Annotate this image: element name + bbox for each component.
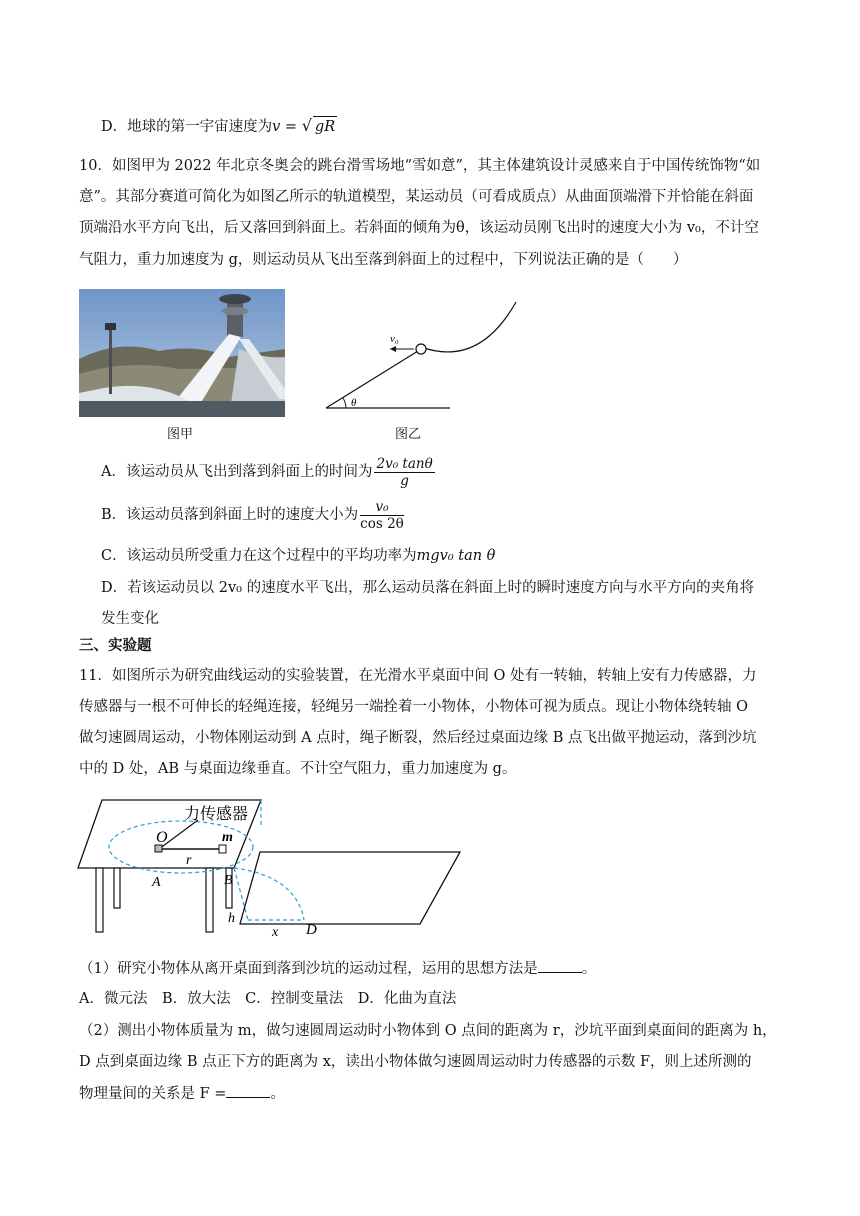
circular-path (109, 821, 253, 873)
athlete-point (416, 344, 426, 354)
option-a-fraction (374, 456, 434, 489)
q10-line4: 气阻力，重力加速度为 g，则运动员从飞出至落到斜面上的过程中，下列说法正确的是（ ） (79, 252, 688, 268)
label-x: x (272, 925, 279, 940)
figure-b-caption: 图乙 (395, 427, 422, 442)
angle-arc (343, 398, 346, 408)
answer-blank[interactable] (538, 958, 582, 973)
q11-line1: 11．如图所示为研究曲线运动的实验装置，在光滑水平桌面中间 O 处有一转轴，转轴上安有力传感器，力 (79, 668, 757, 684)
q10-option-c (101, 546, 495, 566)
answer-blank[interactable] (226, 1083, 270, 1098)
q9-option-d-text: D．地球的第一宇宙速度为 (101, 119, 273, 135)
label-sensor: 力传感器 (184, 804, 249, 823)
table-leg (114, 868, 120, 908)
curved-track (424, 302, 516, 352)
q11-part1 (79, 958, 596, 979)
q10-line2: 意”。其部分赛道可简化为如图乙所示的轨道模型，某运动员（可看成质点）从曲面顶端滑下并恰能在斜面 (79, 189, 754, 205)
q11-part2-line2: D 点到桌面边缘 B 点正下方的距离为 x，读出小物体做匀速圆周运动时力传感器的示数 F，则上述所测的 (79, 1054, 752, 1070)
q11-part1-end: 。 (581, 961, 597, 977)
option-a-text: A．该运动员从飞出到落到斜面上的时间为 (101, 464, 373, 480)
sensor-block (155, 845, 162, 852)
sand-pit-plane (240, 852, 460, 924)
q11-part2-end: 。 (270, 1086, 285, 1102)
ski-jump-photo-image (79, 289, 285, 417)
fraction-numerator: 2v₀ tanθ (376, 455, 433, 472)
label-h: h (228, 911, 235, 926)
label-A: A (152, 875, 161, 890)
q11-part2-line3 (79, 1083, 285, 1104)
q11-part2-line1: （2）测出小物体质量为 m，做匀速圆周运动时小物体到 O 点间的距离为 r，沙坑平面到桌面间的距离为 h， (79, 1023, 777, 1039)
label-B: B (224, 873, 233, 888)
q11-line3: 做匀速圆周运动，小物体刚运动到 A 点时，绳子断裂，然后经过桌面边缘 B 点飞出做平抛运动，落到沙坑 (79, 730, 757, 746)
q10-option-d-line1: D．若该运动员以 2v₀ 的速度水平飞出，那么运动员落在斜面上时的瞬时速度方向与水平方向的夹角将 (101, 580, 755, 596)
sqrt-icon: √ (301, 116, 312, 135)
formula-v: v (272, 119, 281, 135)
ski-track-diagram (320, 296, 530, 416)
fraction-denominator: cos 2θ (360, 515, 404, 532)
option-b-text: B．该运动员落到斜面上时的速度大小为 (101, 507, 359, 523)
label-m: m (222, 830, 233, 845)
fraction-denominator: g (400, 472, 409, 489)
option-b-fraction (360, 499, 404, 532)
section-heading: 三、实验题 (79, 637, 152, 654)
label-r: r (186, 853, 192, 868)
object-block (219, 845, 226, 853)
label-O: O (156, 829, 168, 846)
label-D: D (306, 922, 317, 938)
fraction-numerator: v₀ (360, 499, 404, 516)
q10-option-d-line2: 发生变化 (101, 611, 159, 627)
experiment-diagram (76, 796, 466, 940)
q11-part1-text: （1）研究小物体从离开桌面到落到沙坑的运动过程，运用的思想方法是 (79, 961, 538, 977)
q10-line3: 顶端沿水平方向飞出，后又落回到斜面上。若斜面的倾角为θ，该运动员刚飞出时的速度大小为 v₀，不计空 (79, 220, 759, 236)
vertical-drop-line (234, 868, 248, 920)
label-v0: v₀ (390, 333, 399, 345)
ski-jump-photo (79, 289, 285, 417)
q10-option-b (101, 495, 406, 535)
table-leg (96, 868, 103, 932)
table-leg (206, 868, 213, 932)
q10-line1: 10．如图甲为 2022 年北京冬奥会的跳台滑雪场地“雪如意”，其主体建筑设计灵感来自于中国传统饰物“如 (79, 158, 761, 174)
arrowhead-icon (390, 346, 396, 352)
q9-option-d (101, 116, 337, 137)
formula-radicand: gR (313, 116, 337, 137)
q11-part2-line3-text: 物理量间的关系是 F = (79, 1086, 227, 1102)
slope-line (326, 351, 418, 408)
q11-line4: 中的 D 处，AB 与桌面边缘垂直。不计空气阻力，重力加速度为 g。 (79, 761, 517, 777)
option-c-formula: mgv₀ tan θ (416, 548, 496, 564)
q11-options: A．微元法 B．放大法 C．控制变量法 D．化曲为直法 (79, 991, 457, 1007)
trajectory-curve (234, 868, 304, 920)
label-theta: θ (351, 397, 357, 409)
figure-a-caption: 图甲 (167, 427, 194, 442)
formula-eq: = (280, 119, 302, 135)
q10-option-a (101, 452, 437, 492)
option-c-text: C．该运动员所受重力在这个过程中的平均功率为 (101, 548, 417, 564)
q11-line2: 传感器与一根不可伸长的轻绳连接，轻绳另一端拴着一小物体，小物体可视为质点。现让小物体绕转轴 O (79, 699, 748, 715)
